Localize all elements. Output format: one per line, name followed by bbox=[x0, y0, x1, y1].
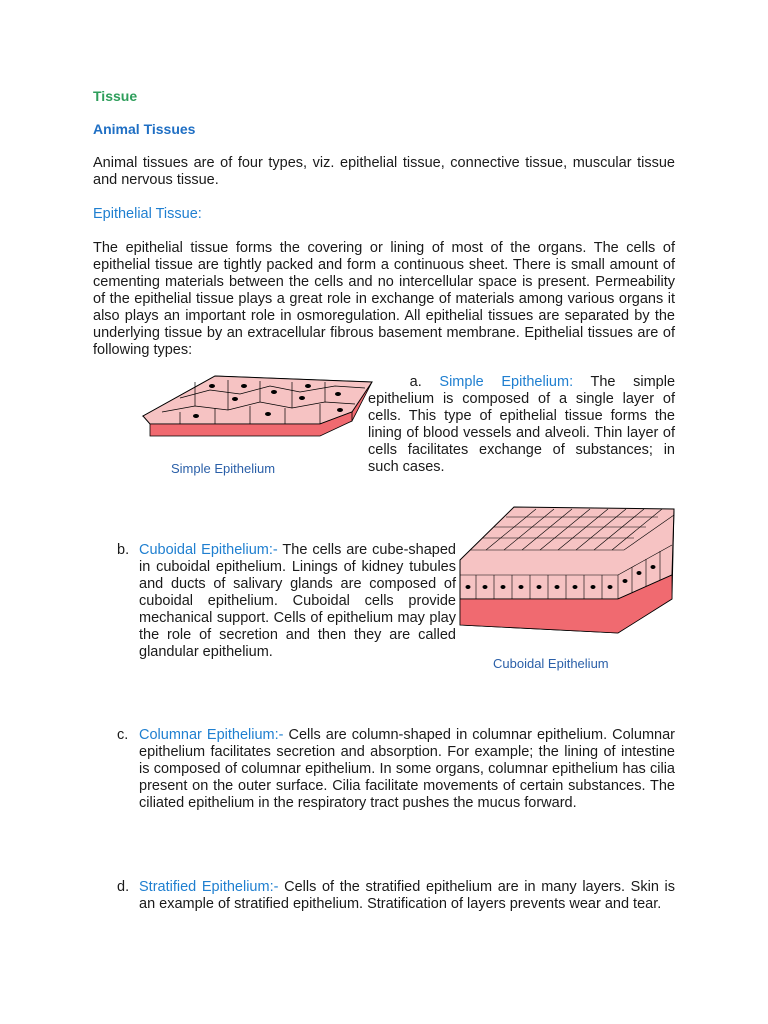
item-a-term: Simple Epithelium: bbox=[439, 374, 574, 390]
item-b-text: The cells are cube-shaped in cuboidal epithelium. Linings of kidney tubules and ducts of salivary glands are composed of cuboidal epithelium. Cuboidal cells provide mechanical support. Cells of epithelium may play the role of secretion and then they are called glandular epithelium. bbox=[139, 542, 456, 660]
cuboidal-epithelium-figure bbox=[456, 505, 678, 635]
intro-paragraph: Animal tissues are of four types, viz. epithelial tissue, connective tissue, muscular tissue and nervous tissue. bbox=[93, 155, 675, 188]
epithelial-paragraph: The epithelial tissue forms the covering or lining of most of the organs. The cells of epithelial tissue are tightly packed and form a continuous sheet. There is small amount of cementing materials between the cells and no intercellular space is present. Permeability of the epithelial tissue plays a great role in exchange of materials among various organs it also plays an important role in osmoregulation. All epithelial tissues are separated by the underlying tissue by an extracellular fibrous basement membrane. Epithelial tissues are of following types: bbox=[93, 240, 675, 358]
item-d-text: Cells of the stratified epithelium are in many layers. Skin is an example of stratified epithelium. Stratification of layers prevents wear and tear. bbox=[139, 879, 676, 912]
item-b-letter: b. bbox=[117, 542, 130, 558]
page-title: Tissue bbox=[93, 88, 138, 104]
item-c-term: Columnar Epithelium:- bbox=[139, 727, 284, 743]
item-a bbox=[368, 374, 675, 476]
item-d-letter: d. bbox=[117, 879, 130, 895]
item-b bbox=[139, 542, 456, 661]
section-heading-animal-tissues: Animal Tissues bbox=[93, 121, 196, 137]
item-c-text: Cells are column-shaped in columnar epithelium. Columnar epithelium facilitates secretion and absorption. For example; the lining of intestine is composed of columnar epithelium. In some organs, columnar epithelium has cilia present on the outer surface. Cilia facilitate movements of certain substances. The ciliated epithelium in the respiratory tract pushes the mucus forward. bbox=[139, 727, 675, 811]
item-c-letter: c. bbox=[117, 727, 129, 743]
item-d-term: Stratified Epithelium:- bbox=[139, 879, 279, 895]
item-d bbox=[139, 879, 675, 913]
item-a-letter: a. bbox=[409, 374, 422, 390]
simple-epithelium-figure bbox=[140, 372, 375, 442]
item-b-term: Cuboidal Epithelium:- bbox=[139, 542, 278, 558]
item-a-text: The simple epithelium is composed of a single layer of cells. This type of epithelial tissue forms the lining of blood vessels and alveoli. Thin layer of cells facilitates exchange of substances; in such cases. bbox=[368, 374, 676, 475]
simple-epithelium-caption: Simple Epithelium bbox=[171, 461, 276, 476]
item-c bbox=[139, 727, 675, 812]
subsection-heading-epithelial: Epithelial Tissue: bbox=[93, 206, 202, 222]
cuboidal-epithelium-caption: Cuboidal Epithelium bbox=[493, 656, 609, 671]
